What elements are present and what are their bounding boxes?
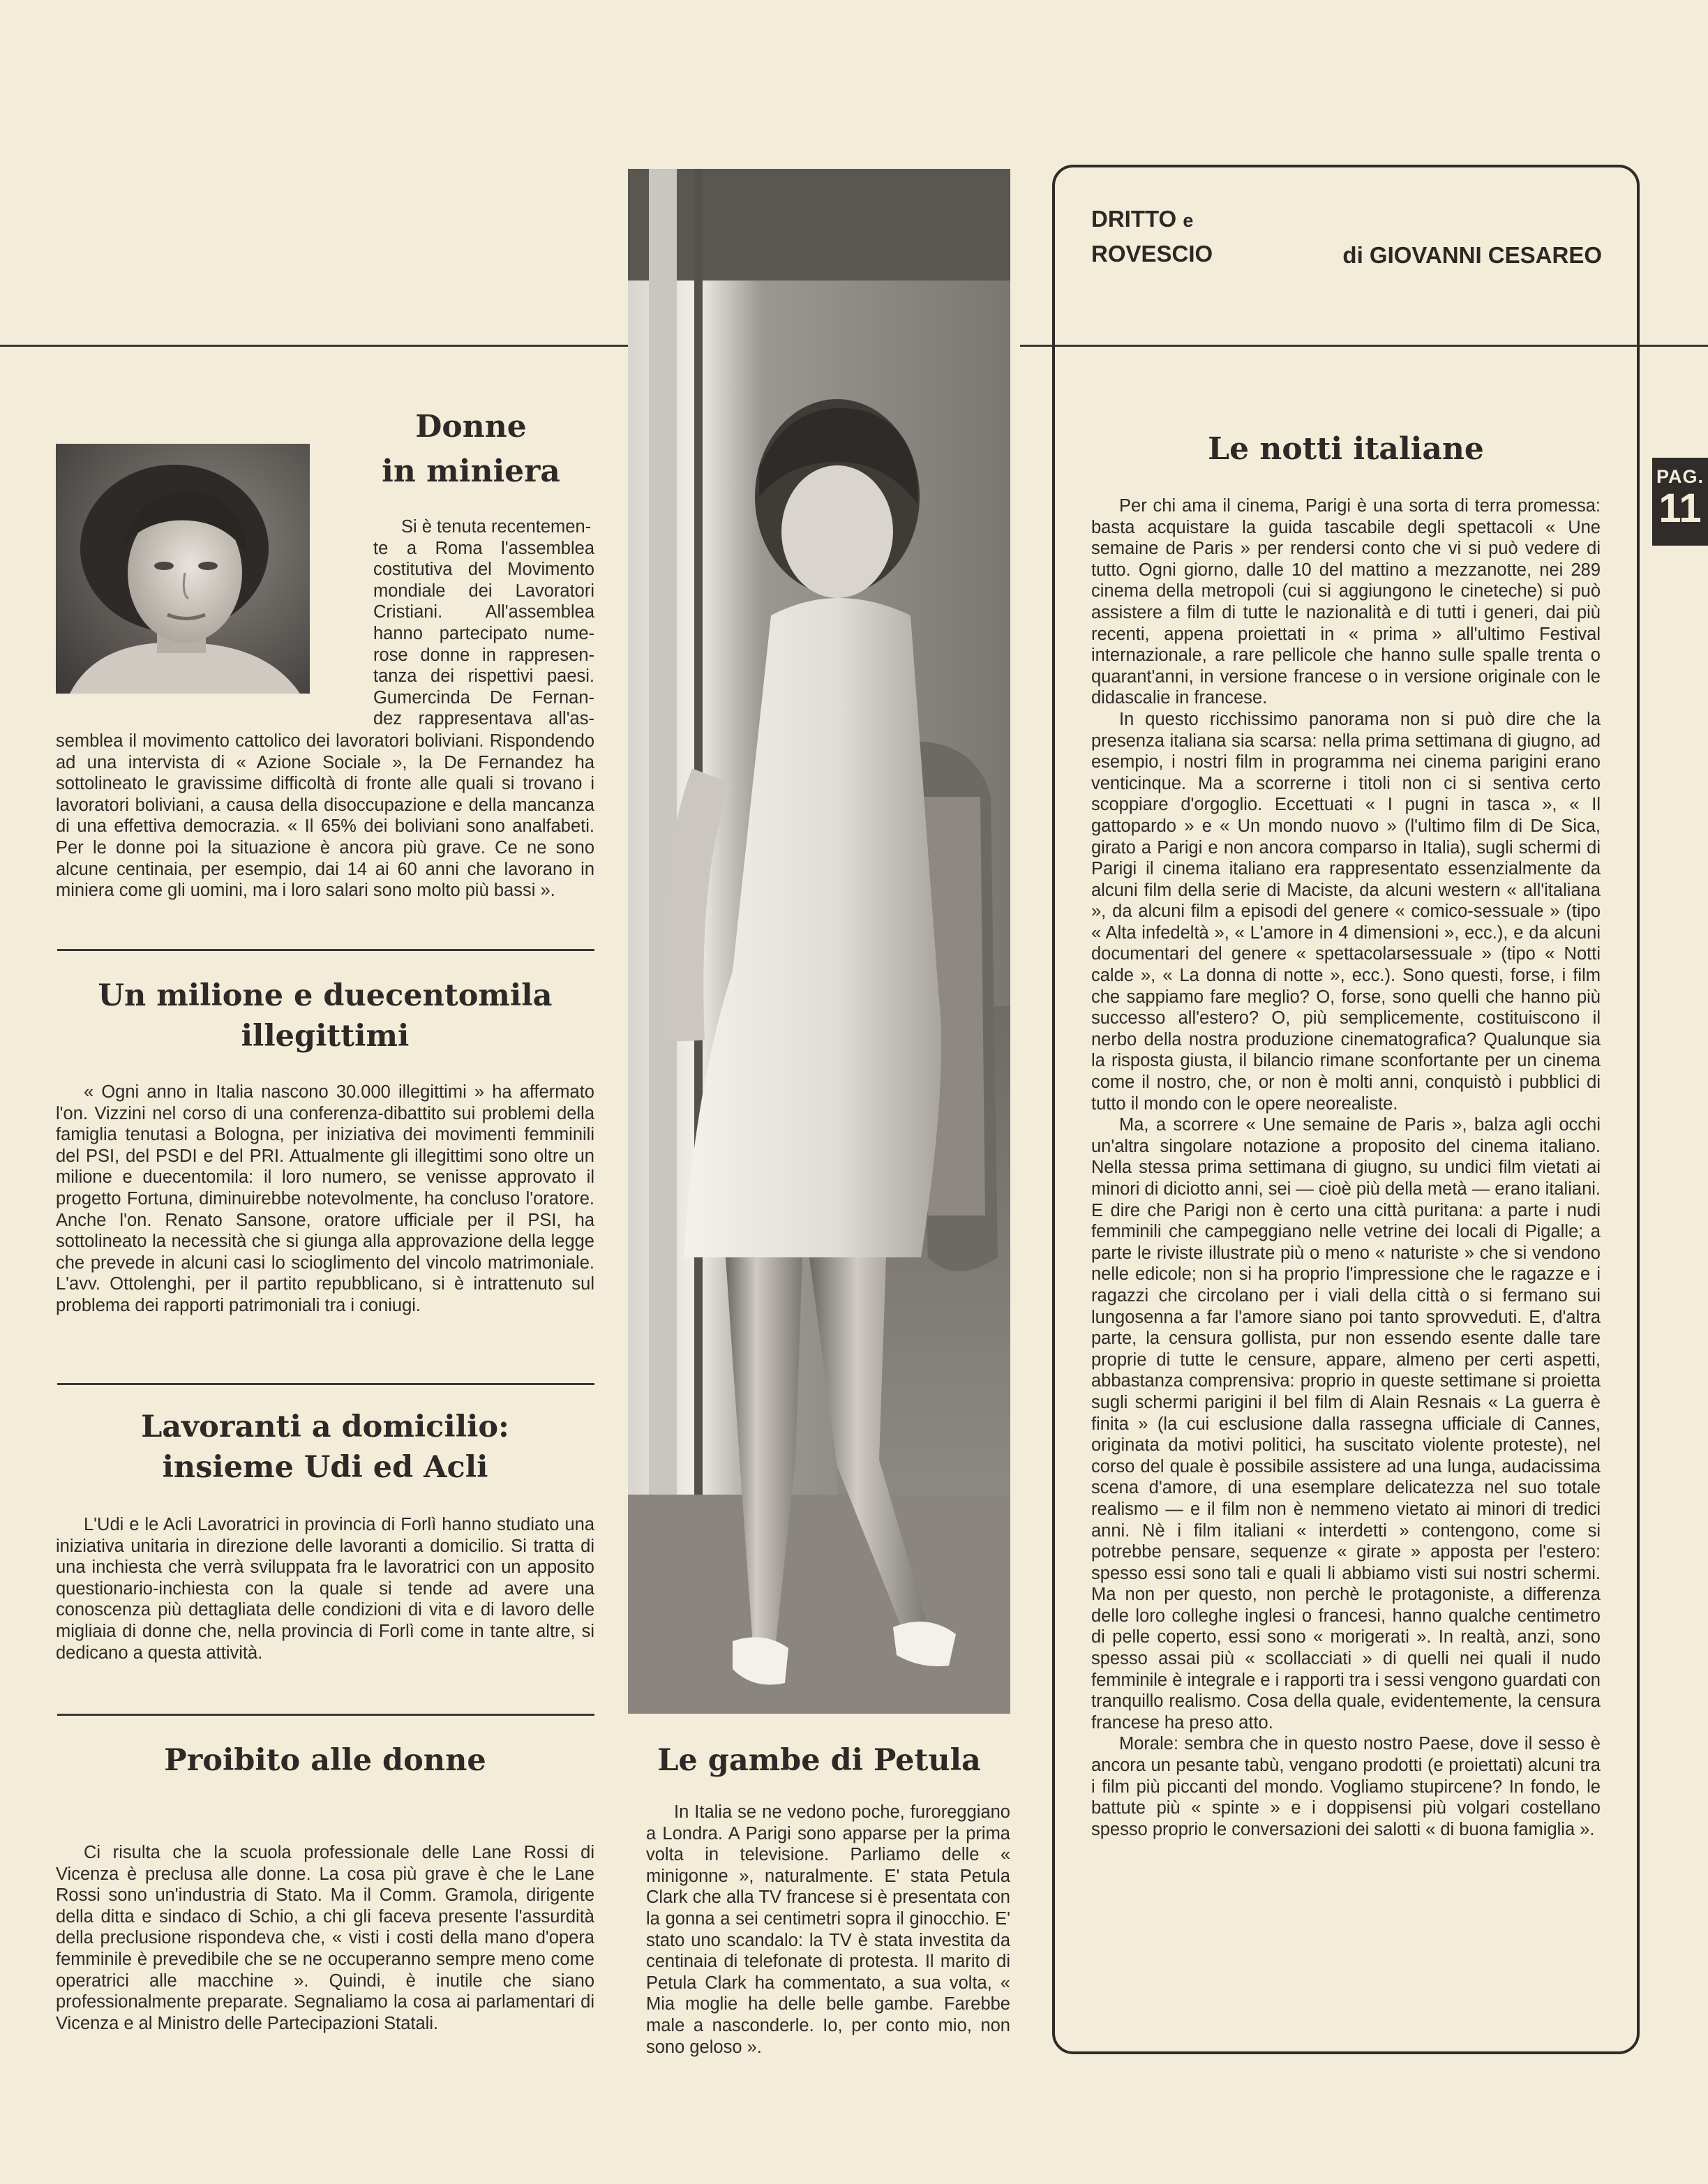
body-proibito	[56, 1842, 594, 2034]
paragraph: Ci risulta che la scuola professionale delle Lane Rossi di Vicenza è preclusa alle donne. La cosa più grave è che le Lane Rossi sono un'industria di Stato. Ma il Comm. Gramola, dirigente della ditta e sindaco di Schio, a chi gli faceva presente l'assurdità della preclusione rispondeva che, « visti i costi della mano d'opera femminile è prevedibile che se ne occuperanno sempre meno come operatrici alle macchine ». Quindi, è inutile che siano professionalmente preparate. Segnaliamo la cosa ai parlamentari di Vicenza e al Ministro delle Partecipazioni Statali.	[56, 1843, 594, 2033]
lead-text-donne	[373, 516, 594, 730]
divider-1	[57, 949, 594, 951]
kicker-dritto: DRITTO	[1091, 206, 1177, 232]
lead-line: Si è tenuta recentemen-	[401, 517, 592, 537]
lead-line: mondiale dei Lavoratori	[373, 581, 594, 601]
paragraph: Morale: sembra che in questo nostro Paese, dove il sesso è ancora un pesante tabù, vengano prodotti (e proiettati) alcuni tra i film più piccanti del mondo. Vogliamo stupircene? In fondo, le battute più « spinte » e i doppisensi più volgari costellano spesso proprio le conversazioni dei salotti « di buona famiglia ».	[1091, 1734, 1601, 1839]
title-proibito: Proibito alle donne	[164, 1743, 486, 1778]
paragraph: Ma, a scorrere « Une semaine de Paris », balza agli occhi un'altra singolare notazione a proposito del cinema italiano. Nella stessa prima settimana di giugno, su undici film vietati ai minori di diciotto anni, sei — cioè più della metà — erano italiani. E dire che Parigi non è certo una città puritana: a parte i nudi femminili che campeggiano nelle vetrine dei locali di Pigalle; a parte le riviste illustrate più o meno « naturiste » che si vendono nelle edicole; non si ha proprio l'impressione che le ragazze e i ragazzi che circolano per i viali della città o si fermano sui lungosenna a far l'amore siano poi tanto sprovveduti. E, d'altra parte, la censura gollista, pur non essendo esente dalle tare proprie di tutte le censure, appare, almeno per certi aspetti, abbastanza comprensiva: proprio in queste settimane si proietta sugli schermi parigini il bel film di Alain Resnais « La guerra è finita » (la cui esclusione dalla rassegna ufficiale di Cannes, originata da motivi politici, ha suscitato violente proteste), nel corso del quale è possibile assistere ad una lunga, audacissima scena d'amore, di una esemplare delicatezza nel suo totale realismo — e il film non è nemmeno vietato ai minori di tredici anni. Nè i film italiani « interdetti » contengono, come si potrebbe pensare, sequenze « girate » apposta per l'estero: spesso essi sono tali e quali li abbiamo visti sui nostri schermi. Ma non per questo, non perchè le protagoniste, a differenza delle loro colleghe inglesi o francesi, hanno qualche centimetro di pelle coperto, essi sono « morigerati ». In realtà, anzi, sono spesso assai più « scollacciati » di quelli nei quali il nudo femminile è integrale e i rapporti tra i sessi vengono guardati con tranquillo realismo. Cosa della quale, evidentemente, la censura francese ha preso atto.	[1091, 1115, 1601, 1733]
page-number: 11	[1658, 486, 1702, 531]
page-number-tab	[1652, 458, 1708, 546]
page-tab-label: PAG.	[1656, 466, 1704, 487]
lead-line: Gumercinda De Fernan-	[373, 687, 594, 708]
top-rule-left	[0, 345, 628, 347]
lead-line: dez rappresentava all'as-	[373, 709, 594, 729]
kicker-rovescio: ROVESCIO	[1091, 241, 1213, 267]
byline: di GIOVANNI CESAREO	[1342, 242, 1602, 268]
paragraph: L'Udi e le Acli Lavoratrici in provincia di Forlì hanno studiato una iniziativa unitaria in direzione delle lavoranti a domicilio. Si tratta di una inchiesta che verrà sviluppata fra le lavoratrici con un apposito questionario-inchiesta con la quale si tende ad avere una conoscenza più dettagliata delle condizioni di vita e di lavoro delle migliaia di donne che, nella provincia di Forlì come in tante altre, si dedicano a questa attività.	[56, 1515, 594, 1663]
paragraph: In questo ricchissimo panorama non si può dire che la presenza italiana sia scarsa: nella prima settimana di giugno, ad esempio, i nostri film in programma nei cinema parigini erano venticinque. Ma a scorrerne i titoli non ci si sentiva certo scoppiare d'orgoglio. Eccettuati « I pugni in tasca », « Il gattopardo » e « Un mondo nuovo » (l'ultimo film di De Sica, girato a Parigi e non ancora comparso in Italia), sugli schermi di Parigi il cinema italiano era rappresentato essenzialmente da alcuni film della serie di Maciste, da alcuni western « all'italiana », da alcuni film a episodi del genere « comico-sessuale » (tipo « Alta infedeltà », « L'amore in 4 dimensioni », ecc.), e da alcuni documentari del genere « spettacolarsessuale » (tipo « Notti calde », « La donna di notte », ecc.). Sono questi, forse, i film che sappiamo fare meglio? O, forse, sono quelli che hanno più successo all'estero? O, più semplicemente, costituiscono il nerbo della nostra produzione cinematografica? Qualunque sia la risposta giusta, il bilancio rimane sconfortante per un cinema come il nostro, che, or non è molti anni, conquistò i pubblici di tutto il mondo con le opere neorealiste.	[1091, 709, 1601, 1114]
lead-line: hanno partecipato nume-	[373, 623, 594, 643]
lead-line: costitutiva del Movimento	[373, 560, 594, 580]
title-line-2: insieme Udi ed Acli	[162, 1450, 488, 1485]
body-donne-in-miniera: semblea il movimento cattolico dei lavoratori boliviani. Rispondendo ad una intervista di « Azione Sociale », la De Fernandez ha sottolineato le gravissime difficoltà di fronte alle quali si trovano i lavoratori boliviani, a causa della disoccupazione e della mancanza di una effettiva democrazia. « Il 65% dei boliviani sono analfabeti. Per le donne poi la situazione è ancora più grave. Ce ne sono alcune centinaia, per esempio, dai 14 ai 60 anni che lavorano in miniera come gli uomini, ma i loro salari sono molto più bassi ».	[56, 731, 594, 901]
petula-photo	[628, 169, 1010, 1714]
lead-line: rose donne in rappresen-	[373, 645, 594, 665]
paragraph: « Ogni anno in Italia nascono 30.000 illegittimi » ha affermato l'on. Vizzini nel corso di una conferenza-dibattito sui problemi della famiglia tenutasi a Bologna, per iniziativa dei movimenti femminili del PSI, del PSDI e del PRI. Attualmente gli illegittimi sono oltre un milione e duecentomila: il loro numero, se venisse approvato il progetto Fortuna, diminuirebbe notevolmente, ha concluso l'oratore. Anche l'on. Renato Sansone, oratore ufficiale per il PSI, ha sottolineato la necessità che si giunga alla approvazione della legge che prevede in alcuni casi lo scioglimento del vincolo matrimoniale. L'avv. Ottolenghi, per il partito repubblicano, si è intrattenuto sul problema dei rapporti patrimoniali tra i coniugi.	[56, 1082, 594, 1315]
title-line-1: Lavoranti a domicilio:	[141, 1409, 509, 1444]
body-lavoranti	[56, 1514, 594, 1663]
body-illegittimi	[56, 1082, 594, 1317]
lead-line: tanza dei rispettivi paesi.	[373, 666, 594, 687]
body-notti-italiane	[1091, 495, 1601, 1840]
title-line-2: illegittimi	[241, 1019, 410, 1054]
title-petula: Le gambe di Petula	[657, 1743, 981, 1778]
portrait-photo	[56, 444, 310, 694]
petula-illustration	[628, 169, 1010, 1714]
divider-3	[57, 1714, 594, 1716]
paragraph: In Italia se ne vedono poche, furoreggiano a Londra. A Parigi sono apparse per la prima volta in televisione. Parliamo delle « minigonne », naturalmente. E' stata Petula Clark che alla TV francese si è presentata con la gonna a sei centimetri sopra il ginocchio. E' stato uno scandalo: la TV è stata investita da centinaia di telefonate di protesta. Il marito di Petula Clark ha commentato, a sua volta, « Mia moglie ha delle belle gambe. Farebbe male a nasconderle. Io, per conto mio, non sono geloso ».	[646, 1802, 1010, 2057]
kicker-e: e	[1183, 210, 1194, 231]
divider-2	[57, 1383, 594, 1385]
column-kicker	[1091, 202, 1213, 271]
title-illegittimi	[56, 975, 594, 1056]
body-petula	[646, 1802, 1010, 2058]
portrait-illustration	[56, 444, 310, 694]
title-line-1: Donne	[415, 409, 527, 444]
paragraph: Per chi ama il cinema, Parigi è una sorta di terra promessa: basta acquistare la guida tascabile degli spettacoli « Une semaine de Paris » per rendersi conto che vi si può vedere di tutto. Ogni giorno, dalle 10 del mattino a mezzanotte, nei 289 cinema della metropoli (cui si aggiungono le cineteche) si può assistere a film di tutte le nazionalità e di tutti i generi, dai più recenti, appena proiettati in « prima » all'ultimo Festival internazionale, a rare pellicole che hanno sulle spalle trenta o quarant'anni, in versione francese o in versione originale con le didascalie in francese.	[1091, 496, 1601, 708]
title-lavoranti	[56, 1407, 594, 1488]
lead-line: Cristiani. All'assemblea	[373, 602, 594, 622]
title-donne-in-miniera	[347, 405, 594, 494]
title-line-1: Un milione e duecentomila	[98, 978, 553, 1013]
title-line-2: in miniera	[382, 454, 560, 489]
lead-line: te a Roma l'assemblea	[373, 538, 594, 558]
title-notti-italiane: Le notti italiane	[1208, 431, 1484, 467]
